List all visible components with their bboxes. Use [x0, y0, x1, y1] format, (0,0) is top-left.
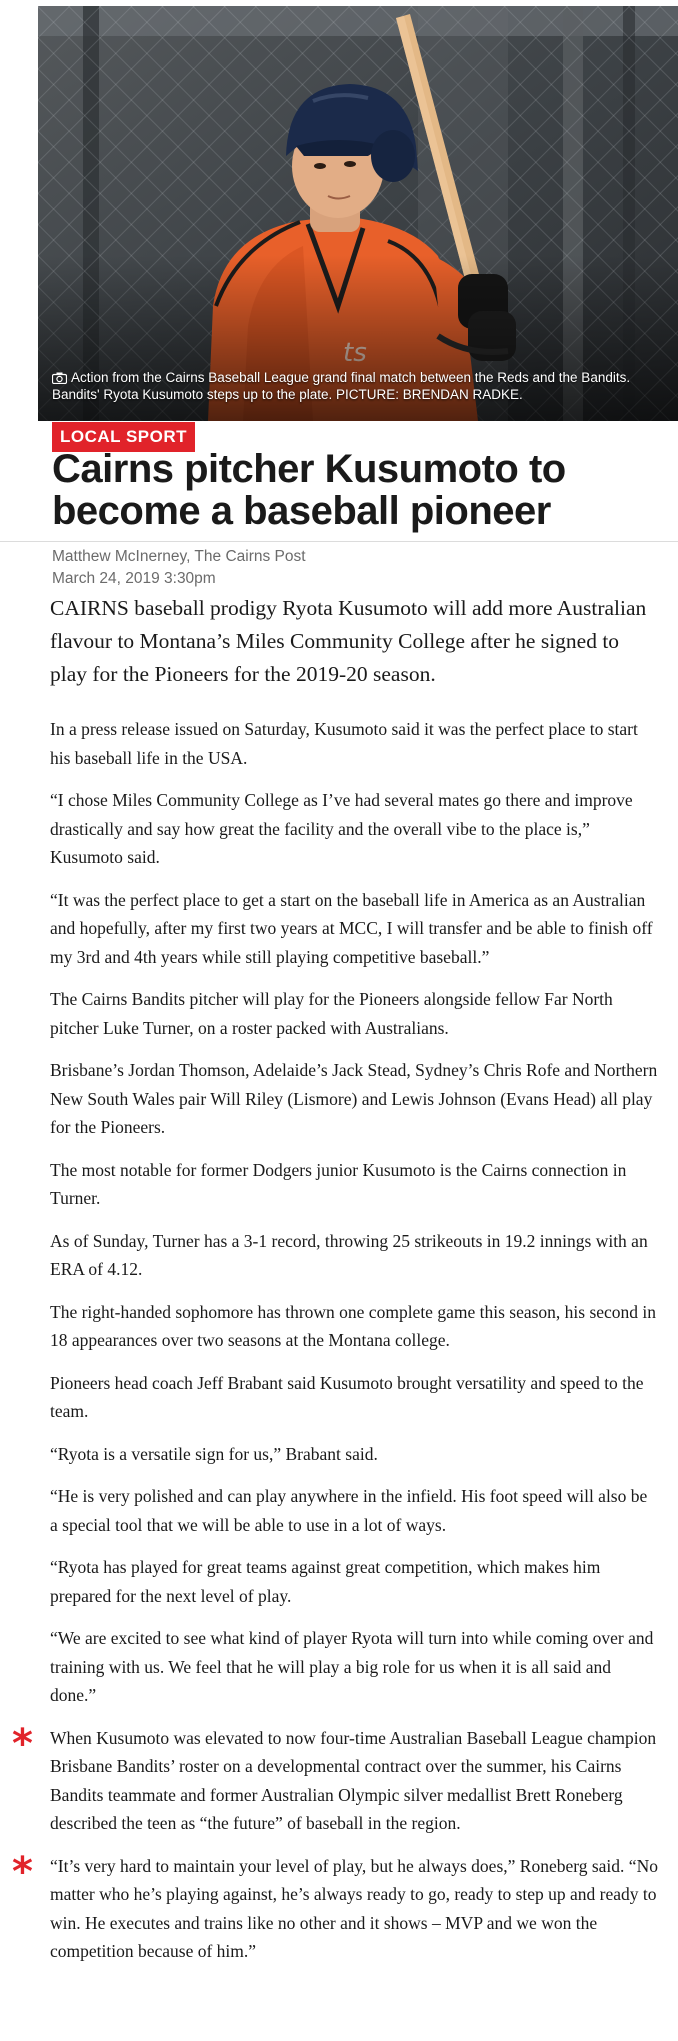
- paragraph: Brisbane’s Jordan Thomson, Adelaide’s Jack Stead, Sydney’s Chris Rofe and Northern New South Wales pair Will Riley (Lismore) and Lewis Johnson (Evans Head) all play for the Pioneers.: [50, 1060, 658, 1137]
- marked-paragraph: [12, 1720, 658, 1838]
- byline: Matthew McInerney, The Cairns Post: [52, 548, 306, 565]
- paragraph-text: When Kusumoto was elevated to now four-time Australian Baseball League champion Brisbane Bandits’ roster on a developmental contract over the summer, his Cairns Bandits teammate and former Australian Olympic silver medallist Brett Roneberg described the teen as “the future” of baseball in the region.: [50, 1727, 657, 1833]
- camera-icon: [52, 372, 67, 384]
- asterisk-marker-icon: *: [12, 1848, 33, 1895]
- paragraph: The Cairns Bandits pitcher will play for the Pioneers alongside fellow Far North pitcher Luke Turner, on a roster packed with Australians.: [50, 989, 613, 1038]
- divider: [0, 541, 678, 542]
- paragraph: “We are excited to see what kind of player Ryota will turn into while coming over and training with us. We feel that he will play a big role for us when it is all said and done.”: [50, 1628, 654, 1705]
- marked-paragraph: [12, 1848, 658, 1966]
- paragraph: The most notable for former Dodgers junior Kusumoto is the Cairns connection in Turner.: [50, 1159, 627, 1208]
- paragraph: “I chose Miles Community College as I’ve had several mates go there and improve drastically and say how great the facility and the overall vibe to the place is,” Kusumoto said.: [50, 790, 633, 867]
- paragraph: Pioneers head coach Jeff Brabant said Kusumoto brought versatility and speed to the team.: [50, 1372, 644, 1421]
- hero-photo: [38, 6, 678, 421]
- paragraph: “Ryota is a versatile sign for us,” Brabant said.: [50, 1443, 378, 1464]
- photo-caption: [52, 369, 664, 403]
- lead-paragraph: CAIRNS baseball prodigy Ryota Kusumoto will add more Australian flavour to Montana’s Miles Community College after he signed to play for the Pioneers for the 2019-20 season.: [50, 596, 647, 686]
- paragraph: In a press release issued on Saturday, Kusumoto said it was the perfect place to start his baseball life in the USA.: [50, 719, 638, 768]
- publish-date: March 24, 2019 3:30pm: [52, 570, 216, 587]
- paragraph: As of Sunday, Turner has a 3-1 record, throwing 25 strikeouts in 19.2 innings with an ERA of 4.12.: [50, 1230, 648, 1279]
- paragraph: “Ryota has played for great teams against great competition, which makes him prepared for the next level of play.: [50, 1557, 601, 1606]
- paragraph: The right-handed sophomore has thrown one complete game this season, his second in 18 appearances over two seasons at the Montana college.: [50, 1301, 657, 1350]
- headline-container: [52, 448, 678, 536]
- paragraph-text: “It’s very hard to maintain your level of play, but he always does,” Roneberg said. “No matter who he’s playing against, he’s always ready to go, ready to step up and ready to win. He executes and trains like no other and it shows – MVP and we won the competition because of him.”: [50, 1855, 658, 1961]
- article-body: [12, 592, 658, 1980]
- baseball-player-photo: [38, 6, 678, 421]
- article-headline: Cairns pitcher Kusumoto to become a baseball pioneer: [52, 448, 566, 533]
- paragraph: “He is very polished and can play anywhere in the infield. His foot speed will also be a special tool that we will be able to use in a lot of ways.: [50, 1486, 648, 1535]
- caption-text: Action from the Cairns Baseball League grand final match between the Reds and the Bandits. Bandits' Ryota Kusumoto steps up to the plate. PICTURE: BRENDAN RADKE.: [52, 370, 631, 402]
- paragraph: “It was the perfect place to get a start on the baseball life in America as an Australian and hopefully, after my first two years at MCC, I will transfer and be able to finish off my 3rd and 4th years while still playing competitive baseball.”: [50, 889, 653, 967]
- asterisk-marker-icon: *: [12, 1720, 33, 1767]
- article-meta: [52, 546, 306, 590]
- section-label[interactable]: LOCAL SPORT: [52, 422, 195, 452]
